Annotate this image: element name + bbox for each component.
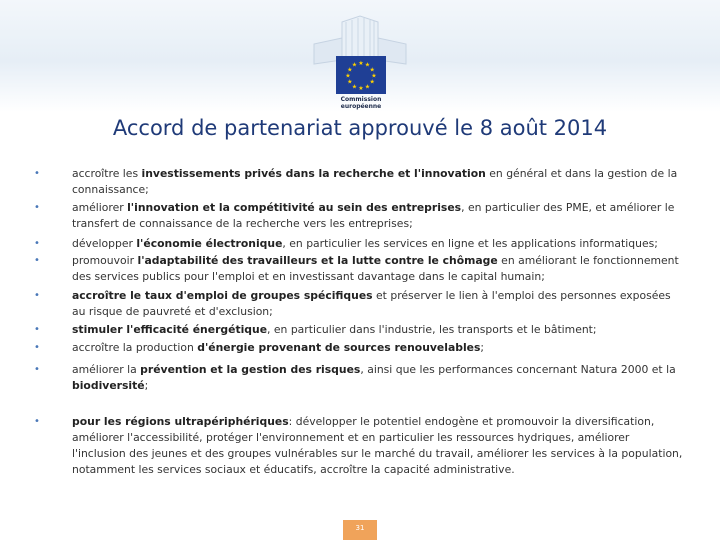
bullet-text: en améliorant le fonctionnement des services publics pour l'emploi et en investissant davantage dans le capital humain; — [72, 254, 679, 283]
bullet-emphasis: stimuler l'efficacité énergétique — [72, 323, 268, 336]
bullet-emphasis: accroître le taux d'emploi de groupes spécifiques — [72, 289, 373, 302]
european-commission-logo — [312, 14, 408, 110]
bullet-emphasis: l'innovation et la compétitivité au sein des entreprises — [127, 201, 462, 214]
svg-text:★: ★ — [351, 61, 358, 69]
svg-text:★: ★ — [345, 72, 351, 80]
bullet-icon: • — [34, 416, 40, 427]
bullet-icon: • — [34, 342, 40, 353]
bullet-icon: • — [34, 364, 40, 375]
svg-text:★: ★ — [347, 66, 353, 74]
svg-text:★: ★ — [358, 60, 364, 67]
bullet-text: accroître la production — [72, 341, 198, 354]
bullet-text: : développer le potentiel endogène et promouvoir la diversification, améliorer l'accessibilité, protéger l'environnement et en particulier les ressources hydriques, améliorer l'inclusion des jeunes et des groupes vulnérables sur le marché du travail, améliorer les services à la population, notamment les services sociaux et éducatifs, accroître la capacité administrative. — [72, 415, 683, 476]
bullet-emphasis: biodiversité — [72, 379, 145, 392]
svg-text:★: ★ — [369, 66, 375, 74]
bullet-text: , en particulier les services en ligne et les applications informatiques; — [282, 237, 658, 250]
bullet-icon: • — [34, 238, 40, 249]
bullet-text: développer — [72, 237, 137, 250]
bullet-item — [34, 200, 684, 232]
bullet-item — [34, 288, 684, 320]
bullet-text: , ainsi que les performances concernant Natura 2000 et la — [360, 363, 676, 376]
svg-text:★: ★ — [364, 83, 371, 91]
bullet-icon: • — [34, 202, 40, 213]
bullet-text: améliorer — [72, 201, 128, 214]
bullet-text: améliorer la — [72, 363, 141, 376]
bullet-icon: • — [34, 290, 40, 301]
slide-title: Accord de partenariat approuvé le 8 août 2014 — [112, 116, 608, 140]
bullet-emphasis: l'économie électronique — [136, 237, 283, 250]
bullet-item — [34, 340, 684, 356]
bullet-icon: • — [34, 255, 40, 266]
svg-text:★: ★ — [347, 78, 353, 86]
bullet-item — [34, 236, 684, 252]
bullet-text: ; — [480, 341, 485, 354]
bullet-emphasis: prévention et la gestion des risques — [140, 363, 361, 376]
svg-text:★: ★ — [371, 72, 377, 80]
svg-text:★: ★ — [358, 85, 364, 92]
svg-text:★: ★ — [364, 61, 371, 69]
bullet-item — [34, 414, 684, 478]
bullet-item — [34, 253, 684, 285]
bullet-text: , en particulier dans l'industrie, les transports et le bâtiment; — [267, 323, 597, 336]
bullet-emphasis: investissements privés dans la recherche et l'innovation — [141, 167, 486, 180]
svg-text:★: ★ — [369, 78, 375, 86]
bullet-item — [34, 322, 684, 338]
bullet-text: en général et dans la gestion de la connaissance; — [72, 167, 678, 196]
bullet-icon: • — [34, 168, 40, 179]
bullet-text: promouvoir — [72, 254, 138, 267]
bullet-item — [34, 166, 684, 198]
bullet-icon: • — [34, 324, 40, 335]
eu-flag-icon — [336, 56, 386, 94]
bullet-emphasis: pour les régions ultrapériphériques — [72, 415, 289, 428]
page-number: 31 — [355, 524, 365, 532]
bullet-emphasis: d'énergie provenant de sources renouvelables — [197, 341, 481, 354]
bullet-emphasis: l'adaptabilité des travailleurs et la lutte contre le chômage — [137, 254, 498, 267]
svg-text:★: ★ — [351, 83, 358, 91]
logo-caption: Commission européenne — [340, 96, 382, 110]
bullet-text: ; — [144, 379, 149, 392]
bullet-item — [34, 362, 684, 394]
bullet-text: , en particulier des PME, et améliorer le transfert de connaissance de la recherche vers les entreprises; — [72, 201, 675, 230]
bullet-text: accroître les — [72, 167, 142, 180]
bullet-text: et préserver le lien à l'emploi des personnes exposées au risque de pauvreté et d'exclusion; — [72, 289, 671, 318]
